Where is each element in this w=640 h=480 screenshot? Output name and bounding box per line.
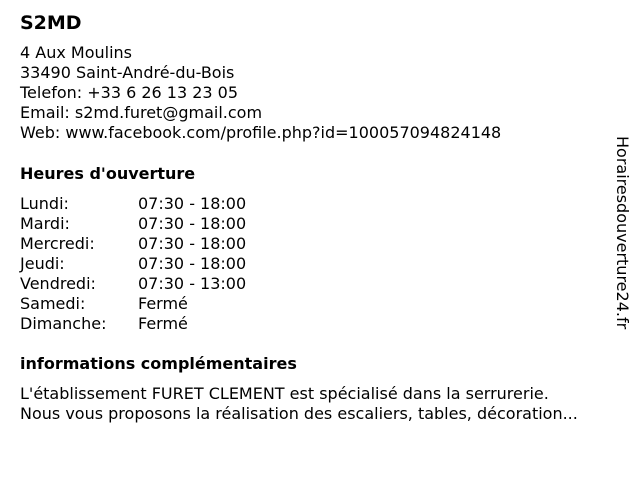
hours-row-tuesday bbox=[20, 214, 246, 234]
hours-row-thursday bbox=[20, 254, 246, 274]
address-block bbox=[20, 43, 501, 143]
web-line: Web: www.facebook.com/profile.php?id=100057094824148 bbox=[20, 123, 502, 142]
email-line: Email: s2md.furet@gmail.com bbox=[20, 103, 263, 122]
time-value: 07:30 - 13:00 bbox=[138, 274, 247, 293]
day-label: Vendredi: bbox=[20, 274, 96, 293]
day-label: Mercredi: bbox=[20, 234, 95, 253]
day-label: Mardi: bbox=[20, 214, 70, 233]
day-label: Lundi: bbox=[20, 194, 69, 213]
street-address: 4 Aux Moulins bbox=[20, 43, 133, 62]
site-watermark: Horairesdouverture24.fr bbox=[613, 136, 632, 330]
hours-row-monday bbox=[20, 194, 246, 214]
opening-hours-heading: Heures d'ouverture bbox=[20, 164, 196, 183]
time-value: 07:30 - 18:00 bbox=[138, 234, 247, 253]
time-value: Fermé bbox=[138, 294, 188, 313]
time-value: Fermé bbox=[138, 314, 188, 333]
time-value: 07:30 - 18:00 bbox=[138, 254, 247, 273]
day-label: Jeudi: bbox=[20, 254, 65, 273]
business-name: S2MD bbox=[20, 12, 82, 34]
additional-info-text bbox=[20, 384, 578, 424]
info-line: Nous vous proposons la réalisation des escaliers, tables, décoration... bbox=[20, 404, 578, 423]
opening-hours-table bbox=[20, 194, 246, 334]
info-line: L'établissement FURET CLEMENT est spécialisé dans la serrurerie. bbox=[20, 384, 549, 403]
hours-row-wednesday bbox=[20, 234, 246, 254]
city-line: 33490 Saint-André-du-Bois bbox=[20, 63, 235, 82]
day-label: Dimanche: bbox=[20, 314, 107, 333]
hours-row-friday bbox=[20, 274, 246, 294]
time-value: 07:30 - 18:00 bbox=[138, 214, 247, 233]
hours-row-sunday bbox=[20, 314, 246, 334]
time-value: 07:30 - 18:00 bbox=[138, 194, 247, 213]
hours-row-saturday bbox=[20, 294, 246, 314]
day-label: Samedi: bbox=[20, 294, 86, 313]
additional-info-heading: informations complémentaires bbox=[20, 354, 297, 373]
phone-line: Telefon: +33 6 26 13 23 05 bbox=[20, 83, 239, 102]
